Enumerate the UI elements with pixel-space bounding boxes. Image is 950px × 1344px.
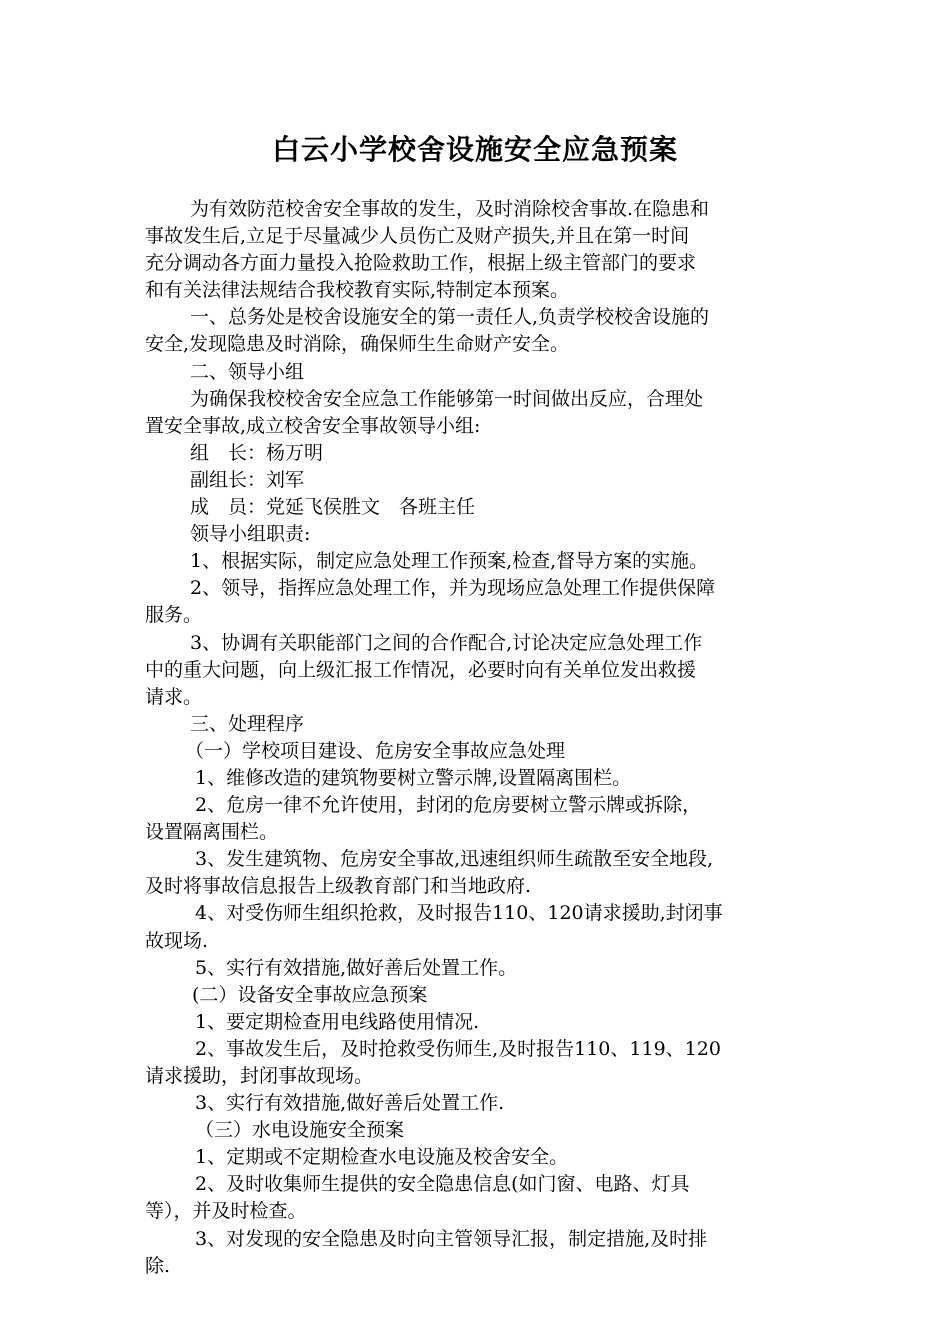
body-line: 2、事故发生后，及时抢救受伤师生,及时报告110、119、120	[195, 1037, 721, 1060]
document-body	[145, 196, 810, 1280]
body-line: 4、对受伤师生组织抢救，及时报告110、120请求援助,封闭事	[195, 902, 723, 925]
body-line: 2、领导，指挥应急处理工作，并为现场应急处理工作提供保障	[190, 577, 716, 600]
body-line: 等），并及时检查。	[145, 1200, 307, 1223]
body-line: 为有效防范校舍安全事故的发生，及时消除校舍事故.在隐患和	[190, 198, 710, 220]
body-line: 请求。	[145, 685, 203, 708]
body-line: 2、及时收集师生提供的安全隐患信息(如门窗、电路、灯具	[195, 1173, 690, 1196]
body-line: 为确保我校校舍安全应急工作能够第一时间做出反应，合理处	[190, 387, 704, 410]
body-line: 组 长：杨万明	[190, 441, 324, 464]
body-line: 3、对发现的安全隐患及时向主管领导汇报，制定措施,及时排	[195, 1227, 708, 1250]
body-line: 和有关法律法规结合我校教育实际,特制定本预案。	[145, 279, 570, 302]
body-line: 1、根据实际，制定应急处理工作预案,检查,督导方案的实施。	[190, 550, 709, 573]
document-title: 白云小学校舍设施安全应急预案	[271, 133, 678, 166]
body-line: 1、维修改造的建筑物要树立警示牌,设置隔离围栏。	[195, 766, 632, 789]
subsection-heading: （三）水电设施安全预案	[195, 1119, 405, 1142]
body-line: 一、总务处是校舍设施安全的第一责任人,负责学校校舍设施的	[190, 306, 710, 329]
body-line: 1、要定期检查用电线路使用情况.	[195, 1010, 480, 1033]
body-line: 成 员：党延飞侯胜文 各班主任	[190, 496, 476, 519]
body-line: 2、危房一律不允许使用，封闭的危房要树立警示牌或拆除，	[195, 794, 702, 817]
subsection-heading: (二）设备安全事故应急预案	[192, 983, 428, 1006]
body-line: 中的重大问题，向上级汇报工作情况，必要时向有关单位发出救援	[145, 658, 697, 681]
body-line: 安全,发现隐患及时消除，确保师生生命财产安全。	[145, 333, 570, 356]
body-line: 除.	[145, 1254, 171, 1277]
body-line: 5、实行有效措施,做好善后处置工作。	[195, 956, 518, 979]
body-line: 副组长：刘军	[190, 468, 305, 491]
subsection-heading: （一）学校项目建设、危房安全事故应急处理	[185, 739, 566, 762]
body-line: 3、协调有关职能部门之间的合作配合,讨论决定应急处理工作	[190, 631, 703, 654]
body-line: 服务。	[145, 604, 203, 627]
body-line: 3、实行有效措施,做好善后处置工作.	[195, 1092, 505, 1115]
body-line: 充分调动各方面力量投入抢险救助工作，根据上级主管部门的要求	[145, 252, 697, 275]
body-line: 请求援助，封闭事故现场。	[145, 1065, 374, 1087]
section-heading: 三、处理程序	[190, 712, 305, 735]
section-heading: 二、领导小组	[190, 360, 305, 383]
body-line: 置安全事故,成立校舍安全事故领导小组:	[145, 414, 481, 437]
body-line: 事故发生后,立足于尽量减少人员伤亡及财产损失,并且在第一时间	[145, 225, 690, 248]
body-line: 及时将事故信息报告上级教育部门和当地政府.	[145, 875, 532, 898]
body-line: 3、发生建筑物、危房安全事故,迅速组织师生疏散至安全地段,	[195, 848, 714, 871]
body-line: 领导小组职责:	[190, 523, 311, 546]
body-line: 设置隔离围栏。	[145, 821, 279, 844]
body-line: 1、定期或不定期检查水电设施及校舍安全。	[195, 1146, 569, 1169]
body-line: 故现场.	[145, 929, 209, 952]
